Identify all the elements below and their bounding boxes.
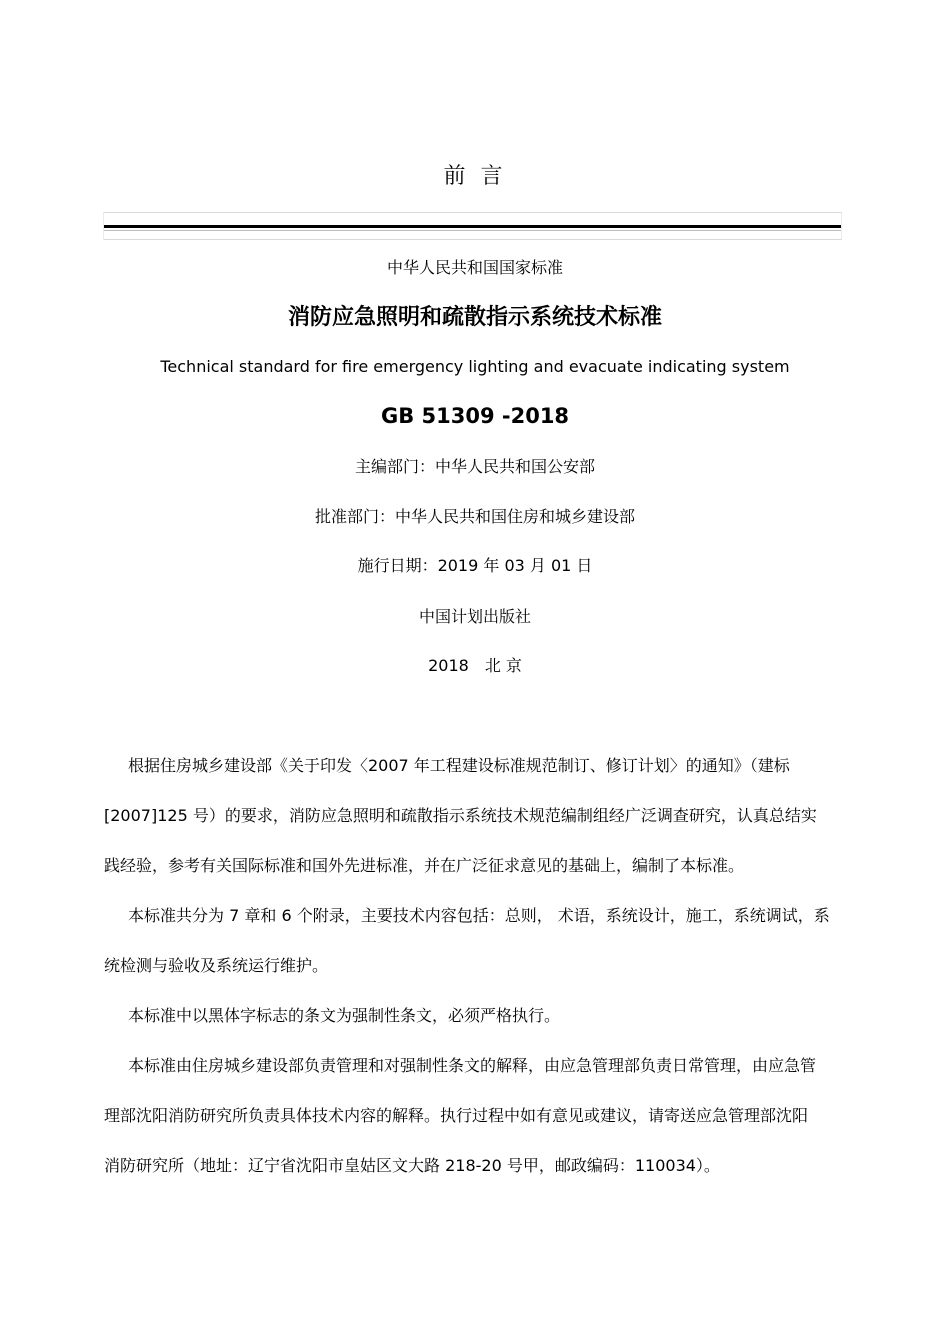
paragraph-mandatory: [104, 991, 842, 1041]
paragraph-management: [104, 1041, 842, 1191]
paragraph-line: 本标准中以黑体字标志的条文为强制性条文，必须严格执行。: [128, 1006, 561, 1025]
publish-place-year: 2018 北 京: [428, 656, 522, 675]
paragraph-line: [2007]125 号）的要求，消防应急照明和疏散指示系统技术规范编制组经广泛调查研究，认真总结实: [104, 806, 817, 825]
paragraph-background: [104, 741, 842, 891]
paragraph-line: 消防研究所（地址：辽宁省沈阳市皇姑区文大路 218-20 号甲，邮政编码：110034）。: [104, 1156, 720, 1175]
title-rule-thin: [104, 230, 841, 231]
compiler-department: 主编部门：中华人民共和国公安部: [354, 457, 595, 476]
paragraph-line: 践经验，参考有关国际标准和国外先进标准，并在广泛征求意见的基础上，编制了本标准。: [104, 856, 745, 875]
paragraph-line: 根据住房城乡建设部《关于印发〈2007 年工程建设标准规范制订、修订计划〉的通知》（建标: [128, 756, 790, 775]
paragraph-line: 本标准由住房城乡建设部负责管理和对强制性条文的解释，由应急管理部负责日常管理，由应急管: [128, 1056, 817, 1075]
standard-code: GB 51309 -2018: [380, 404, 570, 428]
effective-date: 施行日期：2019 年 03 月 01 日: [357, 556, 593, 575]
page-title: 前 言: [443, 164, 507, 189]
paragraph-line: 本标准共分为 7 章和 6 个附录，主要技术内容包括：总则， 术语，系统设计，施工，系统调试，系: [128, 906, 830, 925]
approver-department: 批准部门：中华人民共和国住房和城乡建设部: [314, 507, 635, 526]
standard-type: 中华人民共和国国家标准: [386, 258, 563, 277]
standard-title-en: Technical standard for fire emergency lighting and evacuate indicating system: [160, 357, 790, 376]
paragraph-line: 理部沈阳消防研究所负责具体技术内容的解释。执行过程中如有意见或建议，请寄送应急管理部沈阳: [104, 1106, 809, 1125]
publisher: 中国计划出版社: [418, 607, 531, 626]
title-rule-thick: [104, 225, 841, 228]
paragraph-contents: [104, 891, 842, 991]
paragraph-line: 统检测与验收及系统运行维护。: [104, 956, 329, 975]
standard-title-zh: 消防应急照明和疏散指示系统技术标准: [287, 305, 662, 330]
